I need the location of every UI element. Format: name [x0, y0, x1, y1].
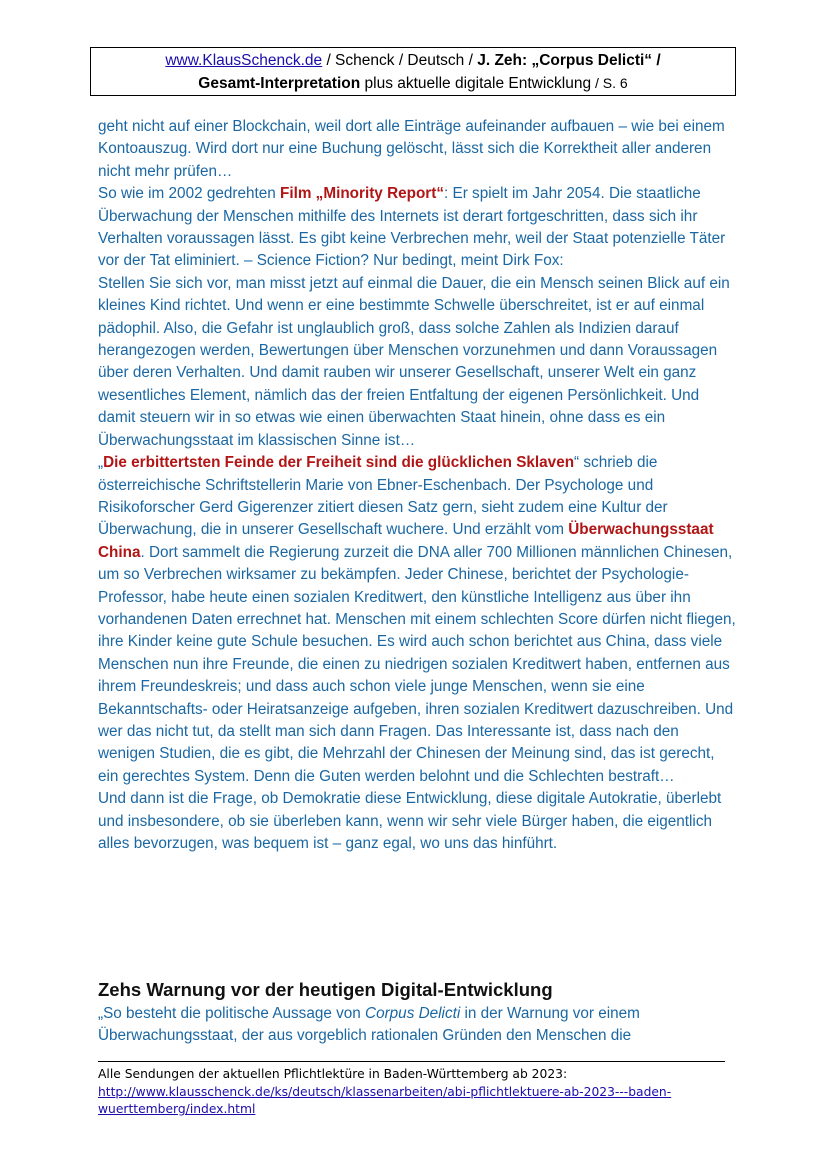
page-number: / S. 6 [591, 75, 628, 91]
page-footer [98, 1066, 738, 1119]
footer-note: Alle Sendungen der aktuellen Pflichtlektüre in Baden-Württemberg ab 2023: [98, 1067, 568, 1081]
site-link[interactable]: www.KlausSchenck.de [165, 52, 323, 69]
paragraph-2-text: So wie im 2002 gedrehten [98, 185, 280, 203]
footer-link[interactable]: http://www.klausschenck.de/ks/deutsch/klassenarbeiten/abi-pflichtlektuere-ab-2023---baden-wuerttemberg/index.html [98, 1084, 672, 1116]
paragraph-1: geht nicht auf einer Blockchain, weil dort alle Einträge aufeinander aufbauen – wie bei einem Kontoauszug. Wird dort nur eine Buchung gelöscht, lässt sich die Korrektheit aller anderen nicht mehr prüfen… [98, 118, 725, 180]
paragraph-3-quote: Stellen Sie sich vor, man misst jetzt auf einmal die Dauer, die ein Mensch seinen Blick auf ein kleines Kind richtet. Und wenn er eine bestimmte Schwelle überschreitet, ist er auf einmal pädophil. Also, die Gefahr ist unglaublich groß, dass solche Zahlen als Indizien darauf herangezogen werden, Bewertungen über Menschen vorzunehmen und dann Voraussagen über deren Verhalten. Und damit rauben wir unserer Gesellschaft, unserer Welt ein ganz wesentliches Element, nämlich das der freien Entfaltung der eigenen Persönlichkeit. Und damit steuern wir in so etwas wie einen überwachten Staat hinein, ohne dass es ein Überwachungsstaat im klassischen Sinne ist… [98, 274, 730, 449]
paragraph-5: Und dann ist die Frage, ob Demokratie diese Entwicklung, diese digitale Autokratie, überlebt und insbesondere, ob sie überleben kann, wenn wir sehr viele Bürger haben, die eigentlich alles bevorzugen, was bequem ist – ganz egal, wo uns das hinführt. [98, 790, 722, 852]
paragraph-2 [98, 183, 738, 273]
minority-report-highlight: Film „Minority Report“ [279, 185, 445, 203]
section-text [98, 1003, 738, 1048]
book-title-italic: Corpus Delicti [365, 1005, 461, 1022]
china-highlight: Überwachungsstaat China [98, 521, 714, 561]
header-title-bold: Gesamt-Interpretation [198, 75, 361, 92]
header-title-rest: plus aktuelle digitale Entwicklung [360, 75, 592, 92]
paragraph-4-rest: . Dort sammelt die Regierung zurzeit die DNA aller 700 Millionen männlichen Chinesen, um so Verbrechen wirksamer zu bekämpfen. Jeder Chinese, berichtet der Psychologie-Professor, habe heute einen sozialen Kreditwert, den künstliche Intelligenz aus über ihn vorhandenen Daten errechnet hat. Menschen mit einem schlechten Score dürfen nicht fliegen, ihre Kinder keine gute Schule besuchen. Es wird auch schon berichtet aus China, dass viele Menschen nun ihre Freunde, die einen zu niedrigen sozialen Kreditwert haben, entfernen aus ihrem Freundeskreis; und dass auch schon viele junge Menschen, wenn sie eine Bekanntschafts- oder Heiratsanzeige aufgeben, ihren sozialen Kreditwert dazuschreiben. Und wer das nicht tut, da stellt man sich dann Fragen. Das Interessante ist, dass nach den wenigen Studien, die es gibt, die Mehrzahl der Chinesen der Meinung sind, das ist gerecht, ein gerechtes System. Denn die Guten werden belohnt und die Schlechten bestraft… [98, 543, 736, 785]
section-paragraph-start: „So besteht die politische Aussage von [98, 1005, 366, 1022]
section-heading: Zehs Warnung vor der heutigen Digital-Entwicklung [98, 979, 553, 1000]
freedom-quote-highlight: Die erbittertsten Feinde der Freiheit sind die glücklichen Sklaven [103, 454, 575, 472]
paragraph-4 [98, 452, 738, 788]
paragraph-2-rest: : Er spielt im Jahr 2054. Die staatliche Überwachung der Menschen mithilfe des Internets ist derart fortgeschritten, dass sich ihr Verhalten voraussagen lässt. Es gibt keine Verbrechen mehr, weil der Staat potenzielle Täter vor der Tat eliminiert. – Science Fiction? Nur bedingt, meint Dirk Fox: [98, 185, 726, 270]
header-book-title: J. Zeh: „Corpus Delicti“ / [477, 52, 661, 69]
paragraph-4-text: “ schrieb die österreichische Schriftstellerin Marie von Ebner-Eschenbach. Der Psychologe und Risikoforscher Gerd Gigerenzer zitiert diesen Satz gern, sieht zudem eine Kultur der Überwachung, die in unserer Gesellschaft wuchere. Und erzählt vom [98, 454, 668, 539]
section-paragraph-rest: in der Warnung vor einem Überwachungsstaat, der aus vorgeblich rationalen Gründen den Menschen die [98, 1005, 640, 1045]
quote-open: „ [98, 454, 104, 472]
header-path: / Schenck / Deutsch / [322, 52, 478, 69]
section-paragraph [98, 1003, 738, 1048]
footer-divider [98, 1061, 725, 1062]
page-header [90, 47, 736, 96]
body-text [98, 116, 738, 855]
